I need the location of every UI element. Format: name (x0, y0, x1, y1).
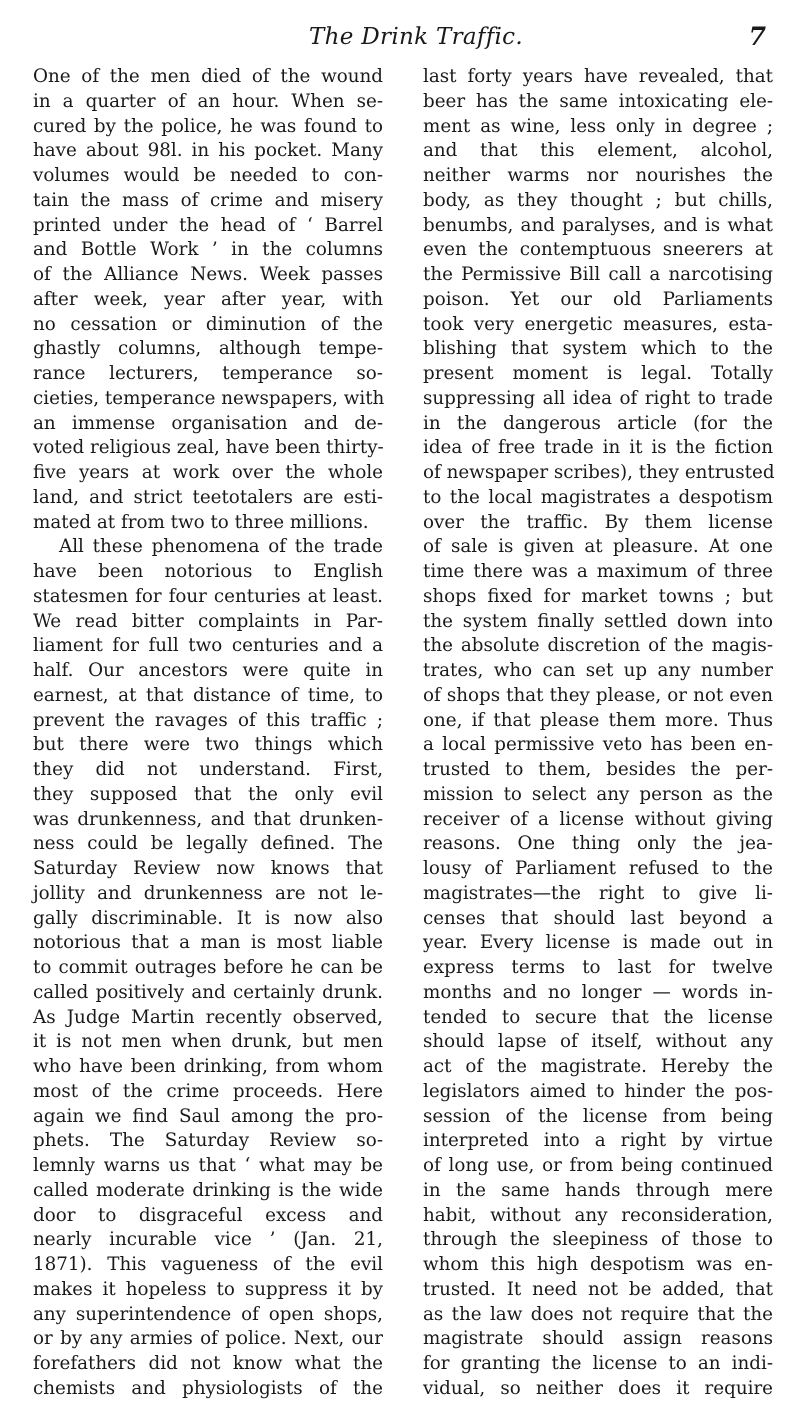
text-line: present moment is legal. Totally (423, 363, 773, 384)
text-line: have been notorious to English (33, 561, 383, 582)
text-line: the Permissive Bill call a narcotising (423, 264, 773, 285)
text-line: have about 98l. in his pocket. Many (33, 140, 383, 162)
running-head (60, 22, 772, 56)
text-line: of the Alliance News. Week passes (33, 264, 383, 285)
text-line: neither warms nor nourishes the (423, 165, 773, 186)
text-line: shops fixed for market towns ; but (423, 585, 773, 607)
text-line: the absolute discretion of the magis- (423, 635, 773, 657)
text-line: after week, year after year, with (33, 288, 383, 310)
text-line: makes it hopeless to suppress it by (33, 1278, 383, 1300)
text-line: most of the crime proceeds. Here (33, 1080, 383, 1102)
text-line: legislators aimed to hinder the pos- (423, 1080, 773, 1102)
text-line: magistrates—the right to give li- (423, 882, 773, 904)
text-line: express terms to last for twelve (423, 957, 773, 978)
text-line: magistrate should assign reasons (423, 1328, 773, 1350)
text-line: or by any armies of police. Next, our (33, 1328, 383, 1350)
text-line: the system finally settled down into (423, 610, 773, 632)
text-line: called positively and certainly drunk. (33, 981, 383, 1003)
text-line: interpreted into a right by virtue (423, 1130, 773, 1152)
text-line: body, as they thought ; but chills, (423, 189, 773, 211)
text-line: and Bottle Work ’ in the columns (33, 239, 383, 261)
text-line: of shops that they please, or not even (423, 684, 773, 706)
text-line: last forty years have revealed, that (423, 66, 773, 87)
left-text-column (33, 65, 383, 1402)
text-line: of newspaper scribes), they entrusted (423, 462, 775, 483)
text-line: through the sleepiness of those to (423, 1229, 773, 1251)
text-line: receiver of a license without giving (423, 808, 773, 830)
text-line: time there was a maximum of three (423, 561, 773, 582)
text-line: took very energetic measures, esta- (423, 313, 773, 335)
text-line: to the local magistrates a despotism (423, 486, 773, 508)
text-line: ghastly columns, although tempe- (33, 338, 383, 360)
text-line: chemists and physiologists of the (33, 1377, 383, 1399)
text-line: vidual, so neither does it require (423, 1377, 773, 1399)
text-line: habit, without any reconsideration, (423, 1204, 773, 1226)
text-line: but there were two things which (33, 734, 383, 756)
text-line: they did not understand. First, (33, 759, 383, 780)
text-line: as the law does not require that the (423, 1303, 773, 1325)
text-line: As Judge Martin recently observed, (33, 1006, 383, 1028)
text-line: censes that should last beyond a (423, 907, 773, 929)
right-text-column (423, 65, 773, 1402)
text-line: blishing that system which to the (423, 338, 773, 360)
text-line: rance lecturers, temperance so- (33, 363, 383, 384)
text-line: nearly incurable vice ’ (Jan. 21, (33, 1229, 383, 1251)
text-line: voted religious zeal, have been thirty- (33, 437, 384, 459)
text-line: jollity and drunkenness are not le- (33, 882, 383, 904)
text-line: We read bitter complaints in Par- (33, 610, 383, 632)
text-line: tain the mass of crime and misery (33, 189, 383, 211)
text-line: in a quarter of an hour. When se- (33, 90, 383, 112)
text-line: over the traffic. By them license (423, 511, 773, 533)
text-line: phets. The Saturday Review so- (33, 1130, 383, 1152)
text-line: any superintendence of open shops, (33, 1303, 383, 1325)
text-line: idea of free trade in it is the fiction (423, 437, 773, 459)
text-line: door to disgraceful excess and (33, 1204, 383, 1226)
text-line: months and no longer — words in- (423, 981, 773, 1003)
text-line: poison. Yet our old Parliaments (423, 288, 773, 310)
text-line: cured by the police, he was found to (33, 115, 383, 137)
text-line: liament for full two centuries and a (33, 635, 383, 657)
text-line: volumes would be needed to con- (33, 165, 383, 186)
text-line: in the same hands through mere (423, 1179, 773, 1201)
text-line: was drunkenness, and that drunken- (33, 808, 383, 830)
text-line: they supposed that the only evil (33, 783, 383, 805)
text-line: One of the men died of the wound (33, 66, 383, 87)
text-line: it is not men when drunk, but men (33, 1031, 383, 1053)
text-line: again we find Saul among the pro- (33, 1105, 383, 1127)
text-line: called moderate drinking is the wide (33, 1179, 383, 1201)
text-line: in the dangerous article (for the (423, 412, 773, 434)
text-line: an immense organisation and de- (33, 412, 383, 434)
text-line: of long use, or from being continued (423, 1155, 773, 1176)
text-line: 1871). This vagueness of the evil (33, 1254, 383, 1275)
text-line: half. Our ancestors were quite in (33, 660, 383, 681)
text-line: cieties, temperance newspapers, with (33, 387, 385, 409)
text-line: earnest, at that distance of time, to (33, 684, 383, 706)
text-line: reasons. One thing only the jea- (423, 833, 773, 855)
text-line: Saturday Review now knows that (33, 858, 383, 879)
text-line: whom this high despotism was en- (423, 1254, 773, 1275)
text-line: prevent the ravages of this traffic ; (33, 709, 383, 731)
text-line: statesmen for four centuries at least. (33, 585, 383, 607)
text-line: benumbs, and paralyses, and is what (423, 214, 773, 236)
text-line: forefathers did not know what the (33, 1353, 383, 1374)
text-line: of sale is given at pleasure. At one (423, 536, 773, 558)
text-line: All these phenomena of the trade (59, 536, 383, 558)
text-line: who have been drinking, from whom (33, 1056, 383, 1077)
text-line: session of the license from being (423, 1105, 773, 1127)
text-line: trusted to them, besides the per- (423, 759, 773, 780)
text-line: act of the magistrate. Hereby the (423, 1056, 773, 1077)
text-line: mission to select any person as the (423, 783, 773, 805)
text-line: five years at work over the whole (33, 462, 383, 483)
text-line: tended to secure that the license (423, 1006, 773, 1028)
text-line: a local permissive veto has been en- (423, 734, 773, 756)
text-line: land, and strict teetotalers are esti- (33, 486, 383, 508)
text-line: should lapse of itself, without any (423, 1031, 773, 1053)
running-title: The Drink Traffic. (309, 24, 523, 50)
text-line: one, if that please them more. Thus (423, 709, 773, 731)
text-line: suppressing all idea of right to trade (423, 387, 773, 409)
text-line: trusted. It need not be added, that (423, 1278, 773, 1300)
text-line: to commit outrages before he can be (33, 957, 383, 978)
text-line: mated at from two to three millions. (33, 511, 369, 533)
text-line: even the contemptuous sneerers at (423, 239, 773, 261)
text-line: lemnly warns us that ‘ what may be (33, 1155, 383, 1176)
text-line: gally discriminable. It is now also (33, 907, 383, 929)
text-line: lousy of Parliament refused to the (423, 858, 773, 879)
text-line: and that this element, alcohol, (423, 140, 773, 162)
text-line: beer has the same intoxicating ele- (423, 90, 773, 112)
text-line: printed under the head of ‘ Barrel (33, 214, 383, 236)
text-line: trates, who can set up any number (423, 660, 773, 681)
text-line: ment as wine, less only in degree ; (423, 115, 773, 137)
text-line: no cessation or diminution of the (33, 313, 383, 335)
text-line: year. Every license is made out in (423, 932, 773, 954)
text-line: for granting the license to an indi- (423, 1353, 773, 1374)
page-number: 7 (748, 22, 766, 51)
text-line: ness could be legally defined. The (33, 833, 383, 855)
text-line: notorious that a man is most liable (33, 932, 383, 954)
